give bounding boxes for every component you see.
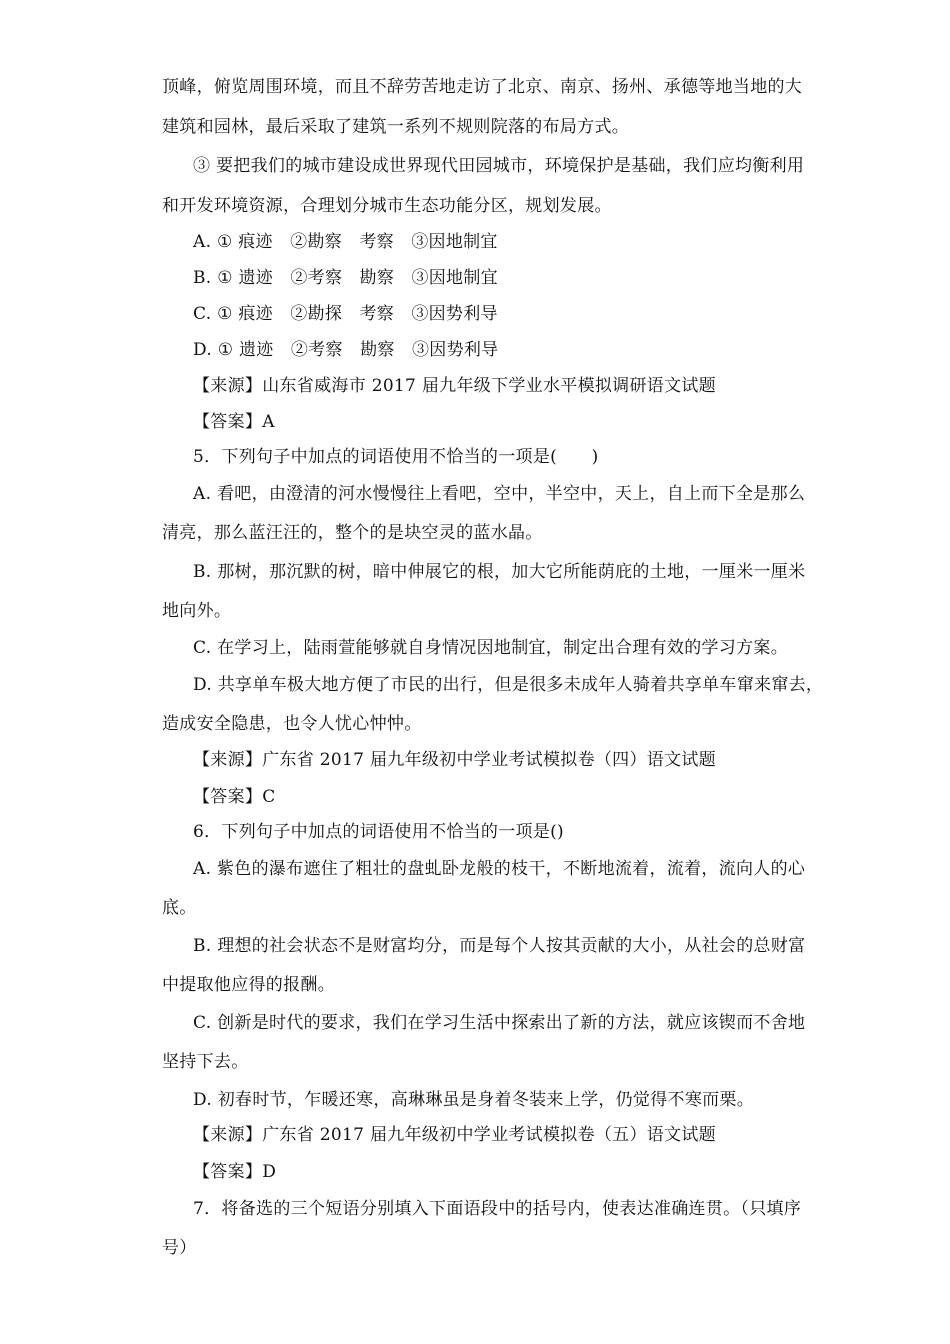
option-line: B. ① 遗迹 ②考察 勘察 ③因地制宜 [193, 268, 498, 288]
option-line: D. ① 遗迹 ②考察 勘察 ③因势利导 [193, 340, 499, 360]
option-line: A. ① 痕迹 ②勘察 考察 ③因地制宜 [193, 232, 498, 252]
question-6: 6．下列句子中加点的词语使用不恰当的一项是() [193, 822, 564, 842]
paragraph-line: 顶峰，俯览周围环境，而且不辞劳苦地走访了北京、南京、扬州、承德等地当地的大 [162, 77, 803, 97]
option-line: B. 理想的社会状态不是财富均分，而是每个人按其贡献的大小，从社会的总财富 [193, 936, 806, 956]
option-line: 坚持下去。 [162, 1052, 249, 1072]
option-line: 清亮，那么蓝汪汪的，整个的是块空灵的蓝水晶。 [162, 523, 543, 543]
option-line: 底。 [162, 898, 197, 918]
paragraph-line: ③ 要把我们的城市建设成世界现代田园城市，环境保护是基础，我们应均衡利用 [193, 156, 805, 176]
source-line: 【来源】广东省 2017 届九年级初中学业考试模拟卷（五）语文试题 [193, 1125, 716, 1145]
source-line: 【来源】广东省 2017 届九年级初中学业考试模拟卷（四）语文试题 [193, 750, 716, 770]
option-line: D. 初春时节，乍暖还寒，高琳琳虽是身着冬装来上学，仍觉得不寒而栗。 [193, 1090, 755, 1110]
question-7-continued: 号） [162, 1238, 197, 1258]
answer-line: 【答案】A [193, 412, 275, 432]
question-7: 7．将备选的三个短语分别填入下面语段中的括号内，使表达准确连贯。（只填序 [193, 1199, 802, 1219]
paragraph-line: 和开发环境资源，合理划分城市生态功能分区，规划发展。 [162, 196, 612, 216]
option-line: 造成安全隐患，也令人忧心忡忡。 [162, 714, 422, 734]
question-5: 5．下列句子中加点的词语使用不恰当的一项是( ) [193, 447, 599, 467]
answer-line: 【答案】D [193, 1162, 277, 1182]
option-line: B. 那树，那沉默的树，暗中伸展它的根，加大它所能荫庇的土地，一厘米一厘米 [193, 562, 806, 582]
option-line: C. ① 痕迹 ②勘探 考察 ③因势利导 [193, 304, 498, 324]
option-line: A. 看吧，由澄清的河水慢慢往上看吧，空中，半空中，天上，自上而下全是那么 [193, 484, 806, 504]
paragraph-line: 建筑和园林，最后采取了建筑一系列不规则院落的布局方式。 [162, 117, 630, 137]
option-line: C. 创新是时代的要求，我们在学习生活中探索出了新的方法，就应该锲而不舍地 [193, 1013, 806, 1033]
option-line: A. 紫色的瀑布遮住了粗壮的盘虬卧龙般的枝干，不断地流着，流着，流向人的心 [193, 859, 806, 879]
option-line: 地向外。 [162, 601, 232, 621]
option-line: D. 共享单车极大地方便了市民的出行，但是很多未成年人骑着共享单车窜来窜去， [193, 675, 824, 695]
option-line: C. 在学习上，陆雨萱能够就自身情况因地制宜，制定出合理有效的学习方案。 [193, 638, 789, 658]
source-line: 【来源】山东省威海市 2017 届九年级下学业水平模拟调研语文试题 [193, 376, 716, 396]
answer-line: 【答案】C [193, 787, 276, 807]
option-line: 中提取他应得的报酬。 [162, 975, 335, 995]
